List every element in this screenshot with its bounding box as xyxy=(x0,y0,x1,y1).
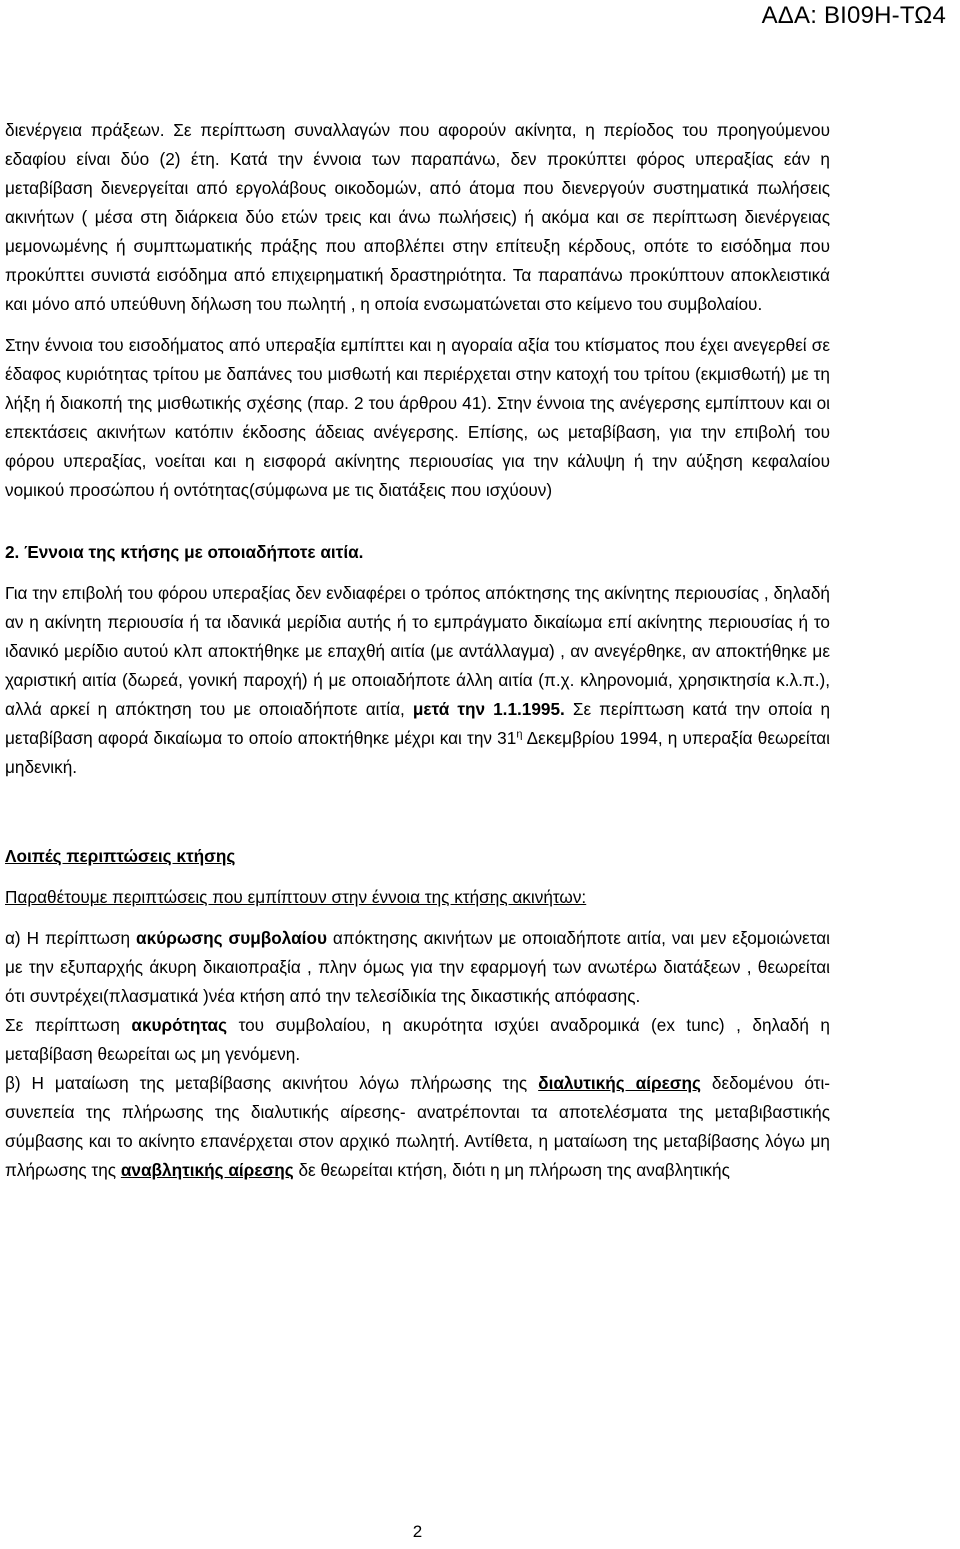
section-heading-other-cases: Λοιπές περιπτώσεις κτήσης xyxy=(5,846,236,866)
acquisition-text: Για την επιβολή του φόρου υπεραξίας δεν ενδιαφέρει ο τρόπος απόκτησης της ακίνητης περιουσίας , δηλαδή αν η ακίνητη περιουσία ή τα ιδανικά μερίδια αυτής ή το εμπράγματο δικαίωμα επί ακίνητης περιουσίας ή το ιδανικό μερίδιο αυτού κλπ αποκτήθηκε με επαχθή αιτία (με αντάλλαγμα) , αν ανεγέρθηκε, αν αποκτήθηκε με χαριστική αιτία (δωρεά, γονική παροχή) ή με οποιαδήποτε άλλη αιτία (π.χ. κληρονομιά, χρησικτησία κ.λ.π.), αλλά αρκεί η απόκτηση του με οποιαδήποτε αιτία, xyxy=(5,583,830,719)
paragraph-case-b xyxy=(5,1069,830,1185)
paragraph-case-a xyxy=(5,924,830,1011)
ada-header: ΑΔΑ: ΒΙ09Η-ΤΩ4 xyxy=(761,2,946,29)
nullity-bold: ακυρότητας xyxy=(131,1015,228,1035)
paragraph-nullity xyxy=(5,1011,830,1069)
case-b-text-2: δεδομένου ότι- συνεπεία της πλήρωσης της διαλυτικής αίρεσης- ανατρέπονται τα αποτελέσματα της μεταβιβαστικής σύμβασης και το ακίνητο επανέρχεται στον αρχικό πωλητή. Αντίθετα, η ματαίωση της μεταβίβασης λόγω μη πλήρωσης της xyxy=(5,1073,830,1180)
nullity-text: Σε περίπτωση xyxy=(5,1015,120,1035)
case-b-resolutory-condition: διαλυτικής αίρεσης xyxy=(538,1073,701,1093)
document-body xyxy=(5,116,830,1185)
case-a-bold: ακύρωσης συμβολαίου xyxy=(136,928,327,948)
case-b-suspensive-condition: αναβλητικής αίρεσης xyxy=(120,1160,294,1180)
case-b-text: β) Η ματαίωση της μεταβίβασης ακινήτου λόγω πλήρωσης της xyxy=(5,1073,528,1093)
case-a-text-2: απόκτησης ακινήτων με οποιαδήποτε αιτία, ναι μεν εξομοιώνεται με την εξυπαρχής άκυρη δικαιοπραξία , πλην όμως για την εφαρμογή των ανωτέρω διατάξεων , θεωρείται ότι συντρέχει(πλασματικά )νέα κτήση από την τελεσίδικία της δικαστικής απόφασης. xyxy=(5,928,831,1006)
case-a-text: α) Η περίπτωση xyxy=(5,928,131,948)
ordinal-superscript: η xyxy=(516,728,523,741)
acquisition-text-3: Δεκεμβρίου 1994, η υπεραξία θεωρείται μηδενική. xyxy=(5,728,830,777)
subheading-cases-list: Παραθέτουμε περιπτώσεις που εμπίπτουν στην έννοια της κτήσης ακινήτων: xyxy=(5,887,587,907)
section-heading-acquisition: 2. Έννοια της κτήσης με οποιαδήποτε αιτία. xyxy=(5,542,364,562)
paragraph-intro: διενέργεια πράξεων. Σε περίπτωση συναλλαγών που αφορούν ακίνητα, η περίοδος του προηγούμενου εδαφίου είναι δύο (2) έτη. Κατά την έννοια των παραπάνω, δεν προκύπτει φόρος υπεραξίας εάν η μεταβίβαση διενεργείται από εργολάβους οικοδομών, από άτομα που διενεργούν συστηματικά πωλήσεις ακινήτων ( μέσα στη διάρκεια δύο ετών τρεις και άνω πωλήσεις) ή ακόμα και σε περίπτωση διενέργειας μεμονωμένης ή συμπτωματικής πράξης που αποβλέπει στην επίτευξη κέρδους, οπότε το εισόδημα που προκύπτει συνιστά εισόδημα από επιχειρηματική δραστηριότητα. Τα παραπάνω προκύπτουν αποκλειστικά και μόνο από υπεύθυνη δήλωση του πωλητή , η οποία ενσωματώνεται στο κείμενο του συμβολαίου. xyxy=(5,120,830,314)
nullity-text-2: του συμβολαίου, η ακυρότητα ισχύει αναδρομικά (ex tunc) , δηλαδή η μεταβίβαση θεωρείται ως μη γενόμενη. xyxy=(5,1015,830,1064)
case-b-text-3: δε θεωρείται κτήση, διότι η μη πλήρωση της αναβλητικής xyxy=(298,1160,730,1180)
page-number: 2 xyxy=(412,1522,423,1541)
paragraph-building-value: Στην έννοια του εισοδήματος από υπεραξία εμπίπτει και η αγοραία αξία του κτίσματος που έχει ανεγερθεί σε έδαφος κυριότητας τρίτου με δαπάνες του μισθωτή και περιέρχεται στην κατοχή του τρίτου (εκμισθωτή) με τη λήξη ή διακοπή της μισθωτικής σχέσης (παρ. 2 του άρθρου 41). Στην έννοια της ανέγερσης εμπίπτουν και οι επεκτάσεις ακινήτων κατόπιν έκδοσης άδειας ανέγερσης. Επίσης, ως μεταβίβαση, για την επιβολή του φόρου υπεραξίας, νοείται και η εισφορά ακίνητης περιουσίας για την κάλυψη ή την αύξηση κεφαλαίου νομικού προσώπου ή οντότητας(σύμφωνα με τις διατάξεις που ισχύουν) xyxy=(5,335,830,500)
acquisition-date-bold: μετά την 1.1.1995. xyxy=(412,699,565,719)
paragraph-acquisition xyxy=(5,579,830,782)
acquisition-text-2: Σε περίπτωση κατά την οποία η μεταβίβαση αφορά δικαίωμα το οποίο αποκτήθηκε μέχρι και την 31 xyxy=(5,699,830,748)
